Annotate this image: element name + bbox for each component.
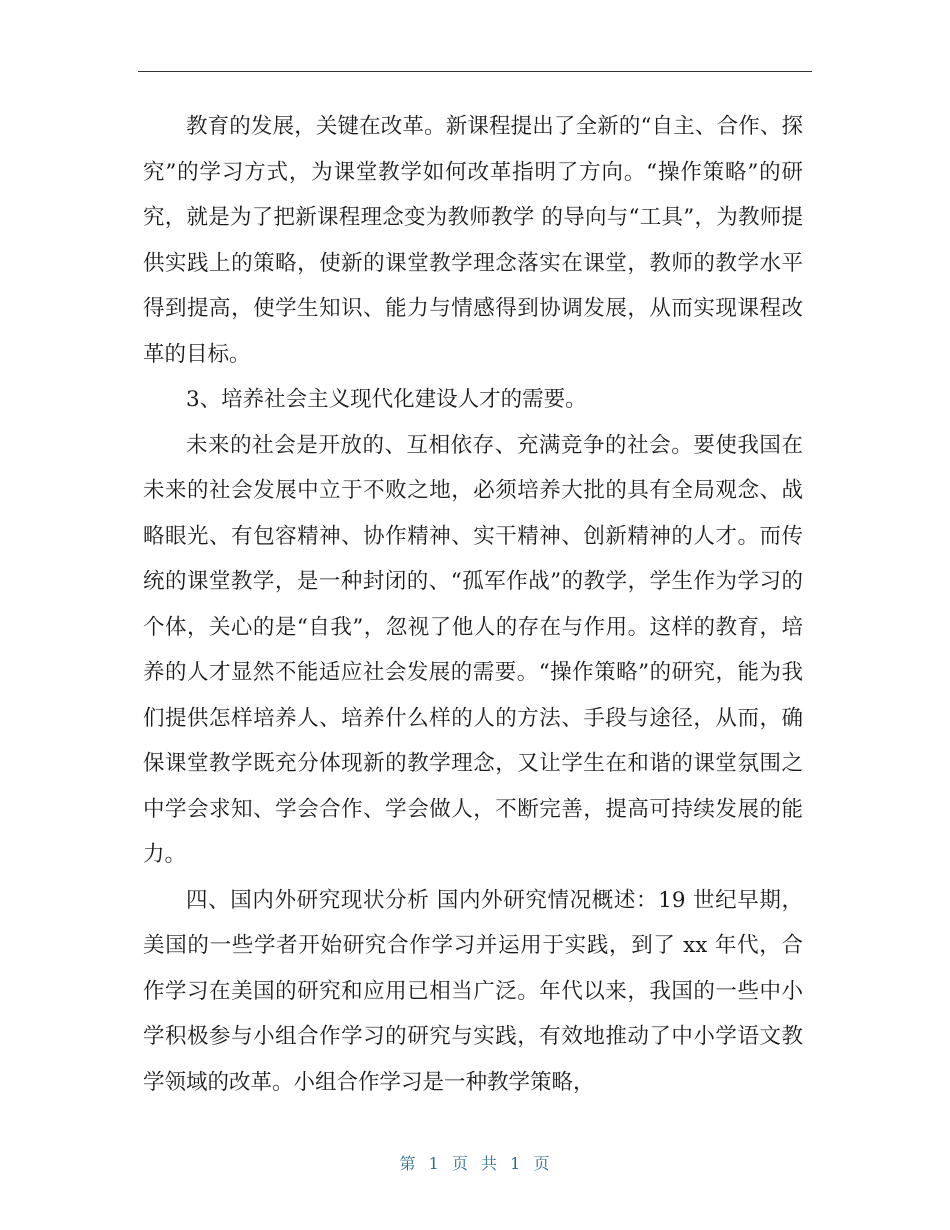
paragraph-future-society: 未来的社会是开放的、互相依存、充满竞争的社会。要使我国在未来的社会发展中立于不败之地，必须培养大批的具有全局观念、战略眼光、有包容精神、协作精神、实干精神、创新精神的人才。而传统的课堂教学，是一种封闭的、“孤军作战”的教学，学生作为学习的个体，关心的是“自我”，忽视了他人的存在与作用。这样的教育，培养的人才显然不能适应社会发展的需要。“操作策略”的研究，能为我们提供怎样培养人、培养什么样的人的方法、手段与途径，从而，确保课堂教学既充分体现新的教学理念，又让学生在和谐的课堂氛围之中学会求知、学会合作、学会做人，不断完善，提高可持续发展的能力。: [143, 432, 803, 867]
footer-page-word: 页: [451, 1154, 469, 1173]
paragraph-reform: 教育的发展，关键在改革。新课程提出了全新的“自主、合作、探究”的学习方式，为课堂教学如何改革指明了方向。“操作策略”的研究，就是为了把新课程理念变为教师教学 的导向与“工具”，为教师提供实践上的策略，使新的课堂教学理念落实在课堂，教师的教学水平得到提高，使学生知识、能力与情感得到协调发展，从而实现课程改革的目标。: [143, 114, 803, 367]
header-divider: [138, 71, 812, 72]
footer-current-page: 1: [428, 1154, 440, 1173]
footer-total-word: 共: [481, 1154, 499, 1173]
footer-prefix: 第: [399, 1154, 417, 1173]
paragraph-talent-heading: 3、培养社会主义现代化建设人才的需要。: [186, 387, 587, 412]
paragraph-research-status: 四、国内外研究现状分析 国内外研究情况概述：19 世纪早期，美国的一些学者开始研究合作学习并运用于实践，到了 xx 年代，合作学习在美国的研究和应用已相当广泛。年代以来，我国的一些中小学积极参与小组合作学习的研究与实践，有效地推动了中小学语文教学领域的改革。小组合作学习是一种教学策略，: [143, 887, 803, 1095]
footer-suffix: 页: [533, 1154, 551, 1173]
footer-total-pages: 1: [510, 1154, 522, 1173]
document-body: [143, 104, 803, 1105]
page-footer: [0, 1151, 950, 1174]
